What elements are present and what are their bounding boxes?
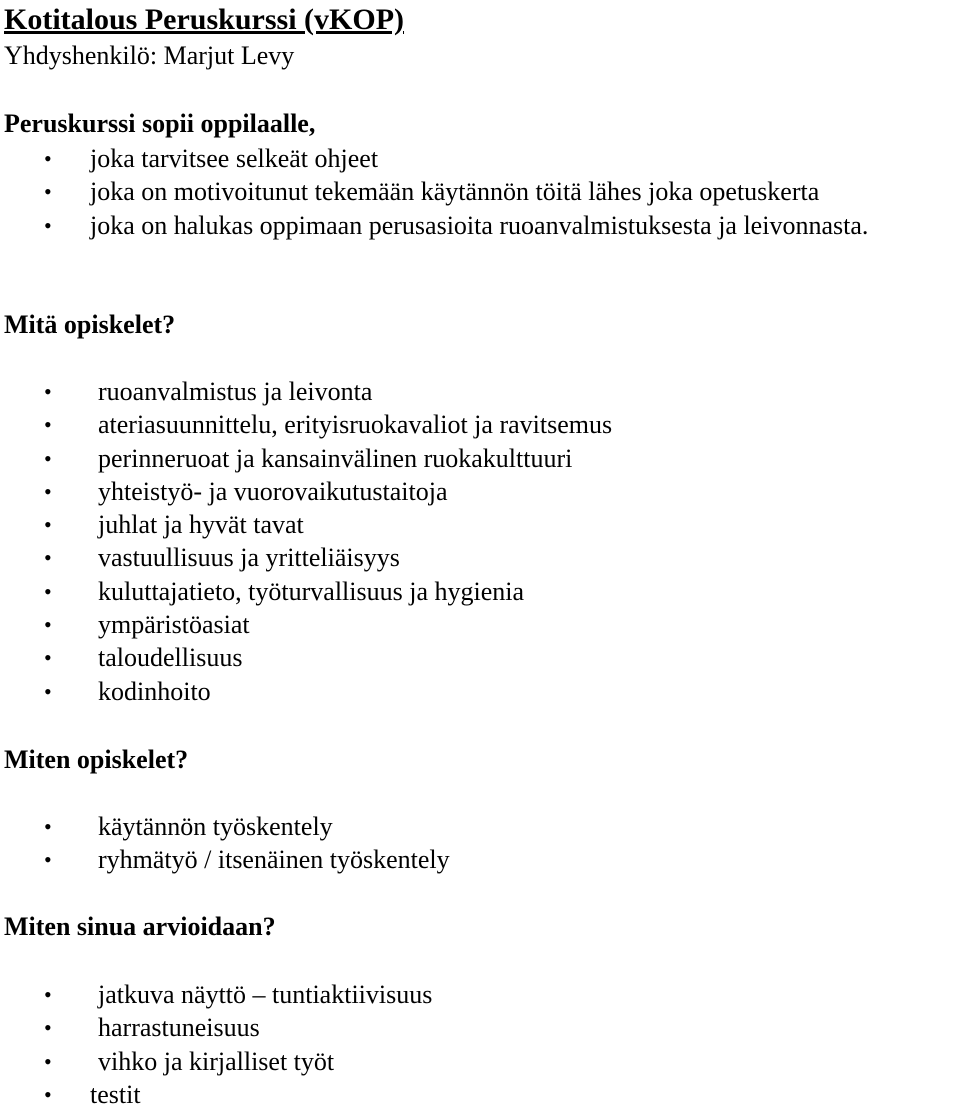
bullet-icon: • — [44, 612, 52, 638]
section-heading-what: Mitä opiskelet? — [4, 310, 176, 339]
list-item-text: käytännön työskentely — [98, 812, 333, 841]
list-item-text: joka on halukas oppimaan perusasioita ruoanvalmistuksesta ja leivonnasta. — [90, 210, 869, 240]
bullet-icon: • — [44, 678, 52, 704]
bullet-icon: • — [44, 146, 52, 171]
bullet-icon: • — [44, 1081, 52, 1107]
list-item-text: kuluttajatieto, työturvallisuus ja hygienia — [98, 576, 525, 606]
list-item-text: perinneruoat ja kansainvälinen ruokakulttuuri — [98, 443, 573, 473]
list-item-text: ryhmätyö / itsenäinen työskentely — [98, 845, 450, 875]
bullet-icon: • — [44, 478, 52, 504]
list-item-text: vastuullisuus ja yritteliäisyys — [98, 543, 400, 573]
bullet-icon: • — [44, 1015, 52, 1041]
list-item-text: testit — [90, 1079, 141, 1109]
list-item-text: joka tarvitsee selkeät ohjeet — [90, 144, 379, 173]
bullet-icon: • — [44, 645, 52, 671]
bullet-icon: • — [44, 578, 52, 604]
bullet-icon: • — [44, 847, 52, 873]
bullet-icon: • — [44, 412, 52, 438]
bullet-icon: • — [44, 982, 52, 1007]
list-item-text: joka on motivoitunut tekemään käytännön töitä lähes joka opetuskerta — [90, 177, 820, 207]
section-heading-how: Miten opiskelet? — [4, 745, 189, 774]
bullet-icon: • — [44, 179, 52, 205]
bullet-icon: • — [44, 379, 52, 404]
list-item-text: kodinhoito — [98, 676, 211, 706]
bullet-icon: • — [44, 1048, 52, 1074]
bullet-icon: • — [44, 545, 52, 571]
bullet-icon: • — [44, 814, 52, 839]
list-item-text: yhteistyö- ja vuorovaikutustaitoja — [98, 476, 448, 506]
section-heading-suitability: Peruskurssi sopii oppilaalle, — [4, 109, 316, 138]
list-item-text: ruoanvalmistus ja leivonta — [98, 377, 373, 406]
page-title: Kotitalous Peruskurssi (vKOP) — [4, 3, 405, 36]
list-item-text: ateriasuunnittelu, erityisruokavaliot ja ravitsemus — [98, 410, 613, 440]
list-item-text: harrastuneisuus — [98, 1013, 260, 1043]
bullet-icon: • — [44, 212, 52, 238]
bullet-icon: • — [44, 512, 52, 538]
bullet-icon: • — [44, 445, 52, 471]
list-item-text: ympäristöasiat — [98, 610, 250, 640]
list-item-text: jatkuva näyttö – tuntiaktiivisuus — [98, 980, 433, 1009]
contact-person: Yhdyshenkilö: Marjut Levy — [4, 41, 295, 70]
list-item-text: taloudellisuus — [98, 643, 243, 673]
list-item-text: juhlat ja hyvät tavat — [98, 510, 304, 540]
list-item-text: vihko ja kirjalliset työt — [98, 1046, 335, 1076]
section-heading-assessment: Miten sinua arvioidaan? — [4, 912, 276, 941]
